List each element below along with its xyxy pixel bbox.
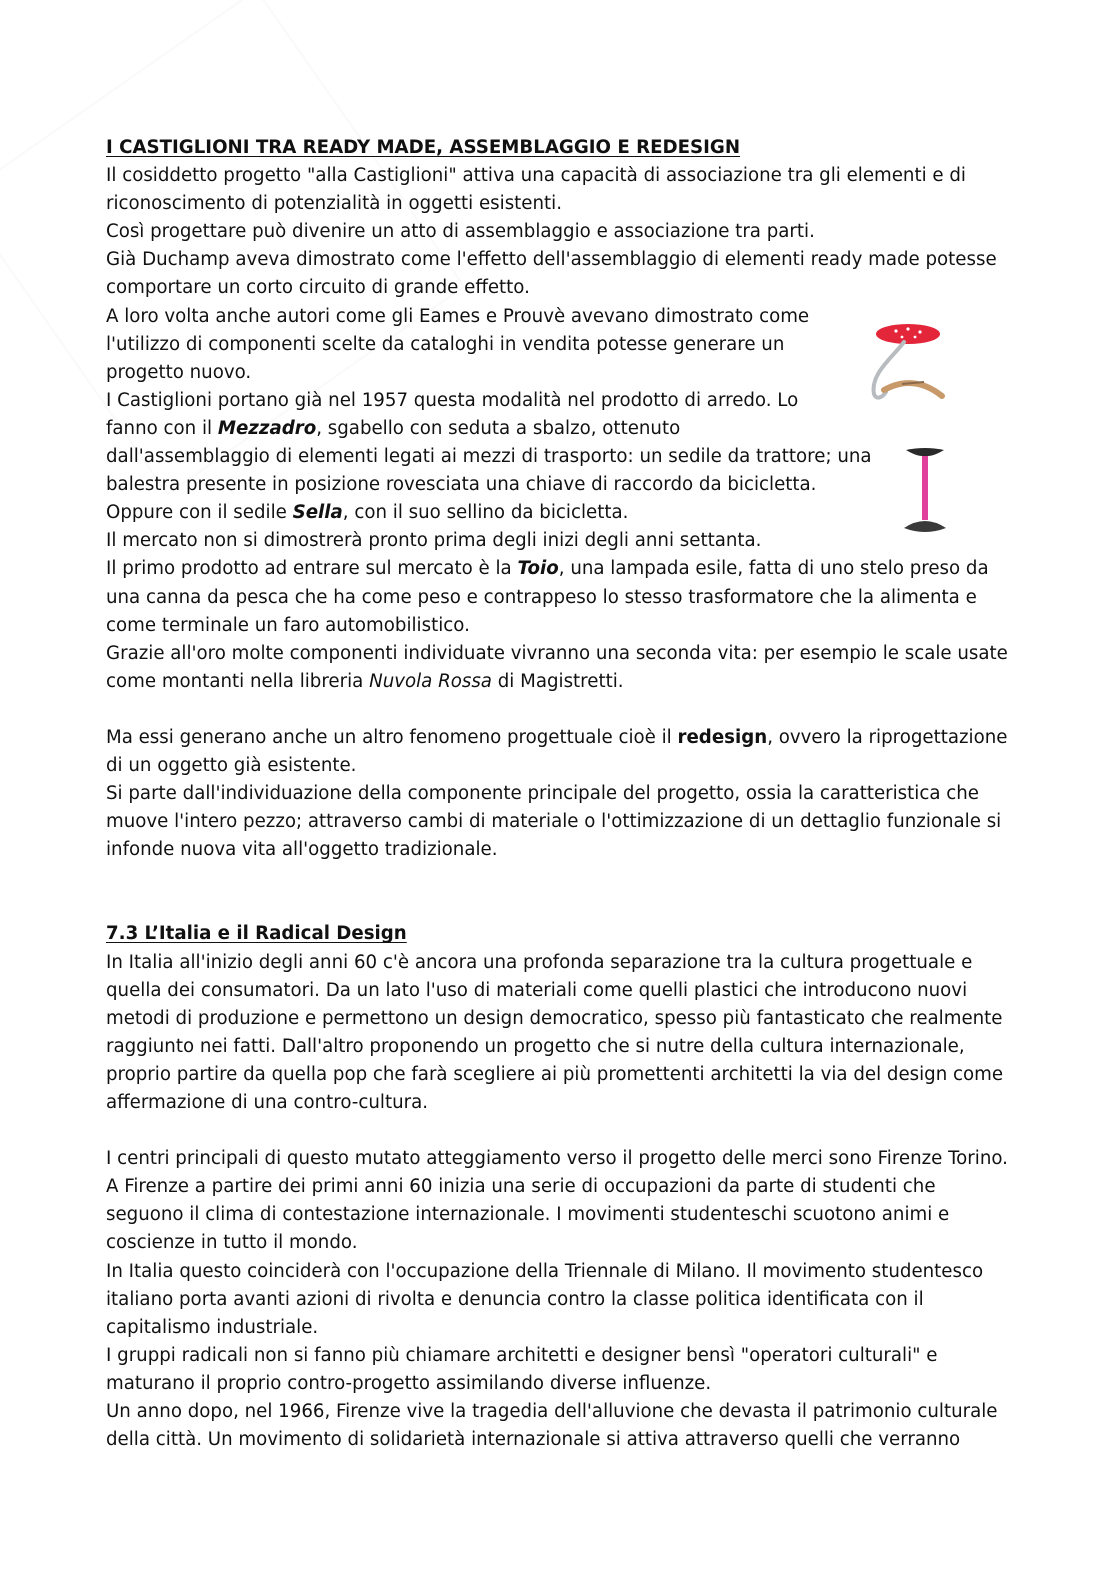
- text-span: , sgabello con seduta a sbalzo, ottenuto: [316, 417, 681, 439]
- paragraph: Così progettare può divenire un atto di assemblaggio e associazione tra parti.: [106, 221, 815, 243]
- paragraph: In Italia all'inizio degli anni 60 c'è ancora una profonda separazione tra la cultura progettuale e quella dei consumatori. Da un lato l'uso di materiali come quelli plastici che introducono nuovi metodi di produzione e permettono un design democratico, spesso più fantasticato che realmente raggiunto nei fatti. Dall'altro proponendo un progetto che si nutre della cultura internazionale, proprio partire da quella pop che farà scegliere ai più promettenti architetti la via del design come affermazione di una contro-cultura.: [106, 951, 1004, 1113]
- paragraph: [106, 499, 1011, 527]
- paragraph: [106, 387, 824, 443]
- mezzadro-stool-image: [862, 318, 954, 410]
- paragraph: dall'assemblaggio di elementi legati ai mezzi di trasporto: un sedile da trattore; una balestra presente in posizione rovesciata una chiave di raccordo da bicicletta.: [106, 446, 872, 496]
- section-heading-castiglioni: I CASTIGLIONI TRA READY MADE, ASSEMBLAGGIO E REDESIGN: [106, 137, 741, 158]
- paragraph: Il cosiddetto progetto "alla Castiglioni" attiva una capacità di associazione tra gli elementi e di riconoscimento di potenzialità in oggetti esistenti.: [106, 165, 966, 215]
- spacer: [106, 1117, 1011, 1145]
- text-span: Ma essi generano anche un altro fenomeno progettuale cioè il: [106, 726, 678, 748]
- paragraph: A loro volta anche autori come gli Eames e Prouvè avevano dimostrato come l'utilizzo di componenti scelte da cataloghi in vendita potesse generare un progetto nuovo.: [106, 305, 810, 383]
- paragraph: [106, 555, 1011, 639]
- text-span: Oppure con il sedile: [106, 502, 293, 524]
- text-span: , con il suo sellino da bicicletta.: [342, 502, 629, 524]
- paragraph: Si parte dall'individuazione della componente principale del progetto, ossia la caratteristica che muove l'intero pezzo; attraverso cambi di materiale o l'ottimizzazione di un dettaglio funzionale si infonde nuova vita all'oggetto tradizionale.: [106, 783, 1002, 861]
- term-redesign: redesign: [677, 726, 768, 748]
- text-span: Grazie all'oro molte componenti individuate vivranno una seconda vita: per esempio le scale usate come montanti nella libreria: [106, 642, 1008, 692]
- paragraph: I gruppi radicali non si fanno più chiamare architetti e designer bensì "operatori culturali" e maturano il proprio contro-progetto assimilando diverse influenze.: [106, 1344, 938, 1394]
- paragraph: Già Duchamp aveva dimostrato come l'effetto dell'assemblaggio di elementi ready made potesse comportare un corto circuito di grande effetto.: [106, 249, 997, 299]
- spacer: [106, 696, 1011, 724]
- paragraph: [106, 640, 1011, 696]
- paragraph: Un anno dopo, nel 1966, Firenze vive la tragedia dell'alluvione che devasta il patrimonio culturale della città. Un movimento di solidarietà internazionale si attiva attraverso quelli che verranno: [106, 1401, 998, 1451]
- paragraph: Il mercato non si dimostrerà pronto prima degli inizi degli anni settanta.: [106, 530, 762, 552]
- text-span: I Castiglioni portano già nel 1957 questa modalità nel prodotto di arredo. Lo fanno con il: [106, 389, 799, 439]
- product-name-mezzadro: Mezzadro: [217, 417, 317, 439]
- text-span: Il primo prodotto ad entrare sul mercato è la: [106, 558, 518, 580]
- paragraph: [106, 724, 1011, 780]
- spacer: [106, 864, 1011, 920]
- paragraph: In Italia questo coinciderà con l'occupazione della Triennale di Milano. Il movimento studentesco italiano porta avanti azioni di rivolta e denuncia contro la classe politica identificata con il capitalismo industriale.: [106, 1260, 984, 1338]
- product-name-nuvola-rossa: Nuvola Rossa: [369, 670, 492, 692]
- text-span: di Magistretti.: [491, 670, 624, 692]
- text-span: , una lampada esile, fatta di uno stelo preso da una canna da pesca che ha come peso e contrappeso lo stesso trasformatore che la alimenta e come terminale un faro automobilistico.: [106, 558, 989, 636]
- product-name-toio: Toio: [517, 558, 559, 580]
- paragraph: I centri principali di questo mutato atteggiamento verso il progetto delle merci sono Firenze Torino. A Firenze a partire dei primi anni 60 inizia una serie di occupazioni da parte di studenti che seguono il clima di contestazione internazionale. I movimenti studenteschi scuotono animi e coscienze in tutto il mondo.: [106, 1148, 1008, 1254]
- sella-stool-image: [900, 444, 950, 540]
- text-span: , ovvero la riprogettazione di un oggetto già esistente.: [106, 726, 1008, 777]
- section-heading-radical-design: 7.3 L’Italia e il Radical Design: [106, 923, 407, 945]
- product-name-sella: Sella: [292, 502, 343, 524]
